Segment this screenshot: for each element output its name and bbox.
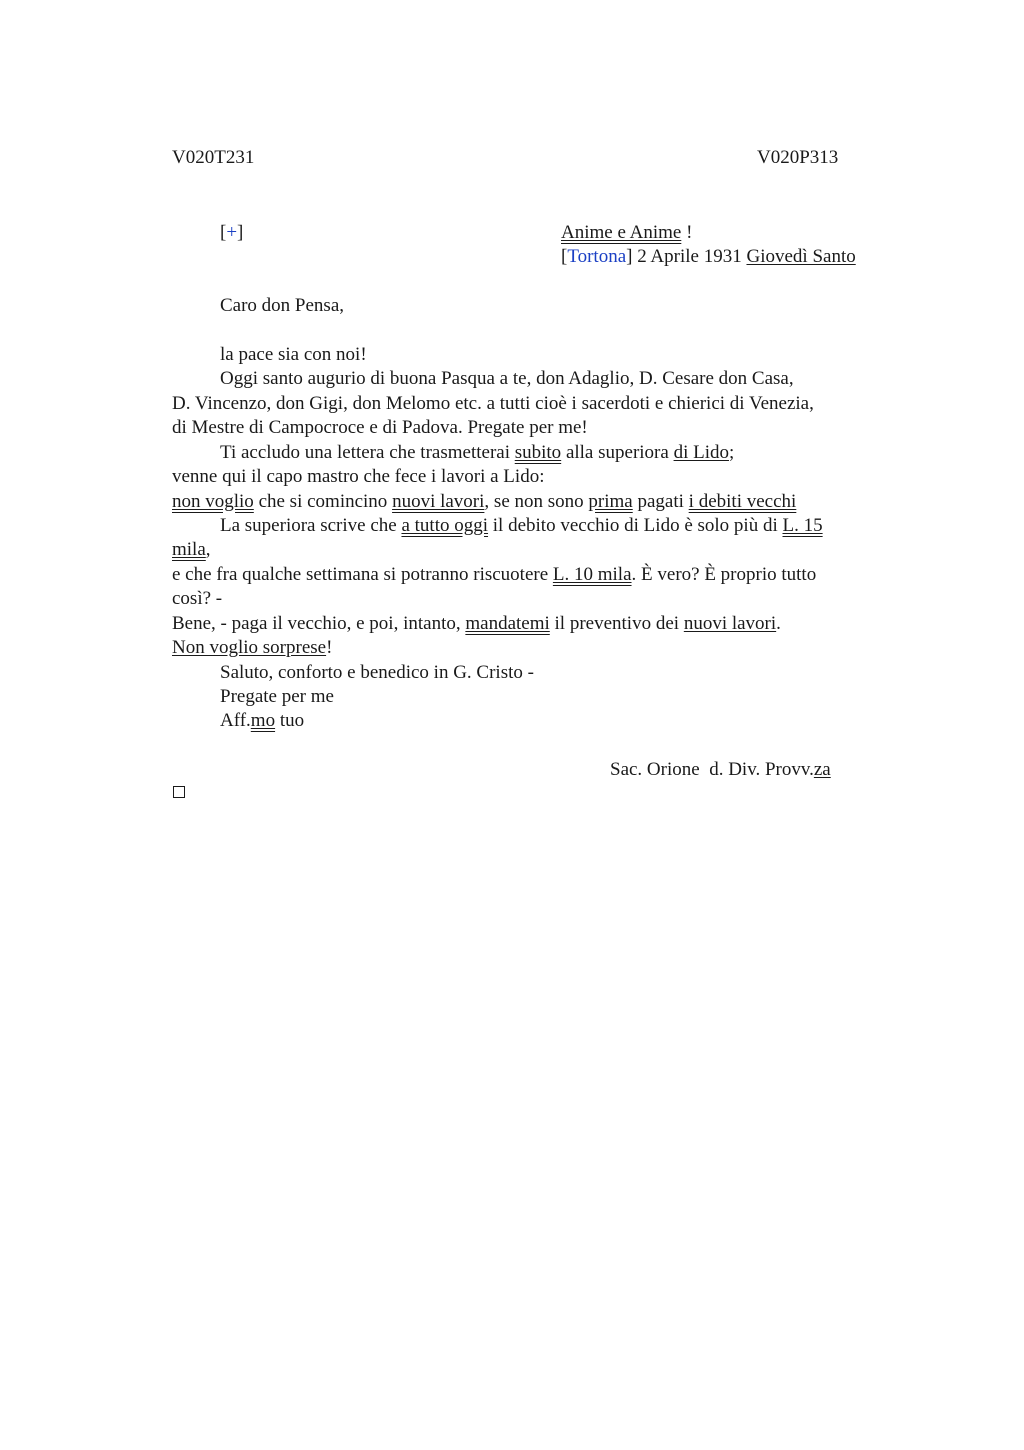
place-bracket-close: ] <box>626 246 633 267</box>
motto: Anime e Anime <box>561 222 682 243</box>
underlined-text: non voglio <box>172 491 254 512</box>
underlined-text: L. 15 <box>782 515 823 536</box>
text-segment: Aff. <box>220 710 251 731</box>
text-segment: , se non sono <box>484 491 589 512</box>
cross-mark <box>220 221 243 245</box>
text-segment: . È vero? È proprio tutto <box>631 564 817 585</box>
underlined-text: di Lido <box>673 442 729 463</box>
end-marker-icon <box>173 786 185 798</box>
underlined-text: mila <box>172 539 206 560</box>
closing-line: Pregate per me <box>220 686 334 707</box>
body-line: venne qui il capo mastro che fece i lavori a Lido: <box>172 466 545 487</box>
motto-end: ! <box>681 222 693 243</box>
underlined-text: Non voglio sorprese <box>172 637 327 658</box>
motto-line <box>561 221 692 245</box>
underlined-text: L. 10 mila <box>552 564 632 585</box>
signature <box>610 758 831 782</box>
underlined-text: nuovi lavori <box>683 613 777 634</box>
underlined-text: nuovi lavori <box>392 491 485 512</box>
text-segment: ; <box>728 442 735 463</box>
place-name: Tortona <box>567 246 627 267</box>
body-line <box>220 441 734 465</box>
underlined-text: i debiti vecchi <box>688 491 797 512</box>
body-line <box>172 563 816 587</box>
text-segment: Ti accludo una lettera che trasmetterai <box>220 442 515 463</box>
text-segment: , <box>205 539 211 560</box>
signature-text: Sac. Orione d. Div. Provv. <box>610 759 814 780</box>
body-line: la pace sia con noi! <box>220 344 367 365</box>
underlined-text: mandatemi <box>465 613 550 634</box>
text-segment: La superiora scrive che <box>220 515 402 536</box>
underlined-text: mo <box>250 710 276 731</box>
text-segment: il preventivo dei <box>549 613 684 634</box>
place-bracket-open: [ <box>561 246 568 267</box>
text-segment: pagati <box>632 491 689 512</box>
document-code-left: V020T231 <box>172 147 255 168</box>
body-line <box>172 636 332 660</box>
date-line <box>561 245 856 269</box>
body-line: Oggi santo augurio di buona Pasqua a te, don Adaglio, D. Cesare don Casa, <box>220 368 794 389</box>
greeting: Caro don Pensa, <box>220 295 345 316</box>
text-segment: il debito vecchio di Lido è solo più di <box>488 515 783 536</box>
underlined-text: a tutto oggi <box>401 515 489 536</box>
text-segment: che si comincino <box>253 491 393 512</box>
cross-bracket-open: [ <box>220 222 227 243</box>
letter-date: 2 Aprile 1931 <box>632 246 747 267</box>
body-line <box>172 538 211 562</box>
body-line: così? - <box>172 588 223 609</box>
body-line: di Mestre di Campocroce e di Padova. Pregate per me! <box>172 417 588 438</box>
text-segment: Bene, - paga il vecchio, e poi, intanto, <box>172 613 466 634</box>
body-line <box>172 490 796 514</box>
document-code-right: V020P313 <box>757 147 839 168</box>
cross-bracket-close: ] <box>237 222 244 243</box>
cross-icon: + <box>226 222 238 243</box>
closing-line: Saluto, conforto e benedico in G. Cristo - <box>220 662 534 683</box>
text-segment: e che fra qualche settimana si potranno riscuotere <box>172 564 553 585</box>
body-line <box>172 612 781 636</box>
text-segment: tuo <box>275 710 305 731</box>
text-segment: alla superiora <box>561 442 674 463</box>
closing-line <box>220 709 304 733</box>
body-line: D. Vincenzo, don Gigi, don Melomo etc. a tutti cioè i sacerdoti e chierici di Venezia, <box>172 393 814 414</box>
text-segment: . <box>776 613 781 634</box>
text-segment: ! <box>326 637 333 658</box>
underlined-text: prima <box>588 491 633 512</box>
body-line <box>220 514 823 538</box>
underlined-text: za <box>813 759 831 780</box>
underlined-text: subito <box>514 442 562 463</box>
liturgical-day: Giovedì Santo <box>746 246 856 267</box>
